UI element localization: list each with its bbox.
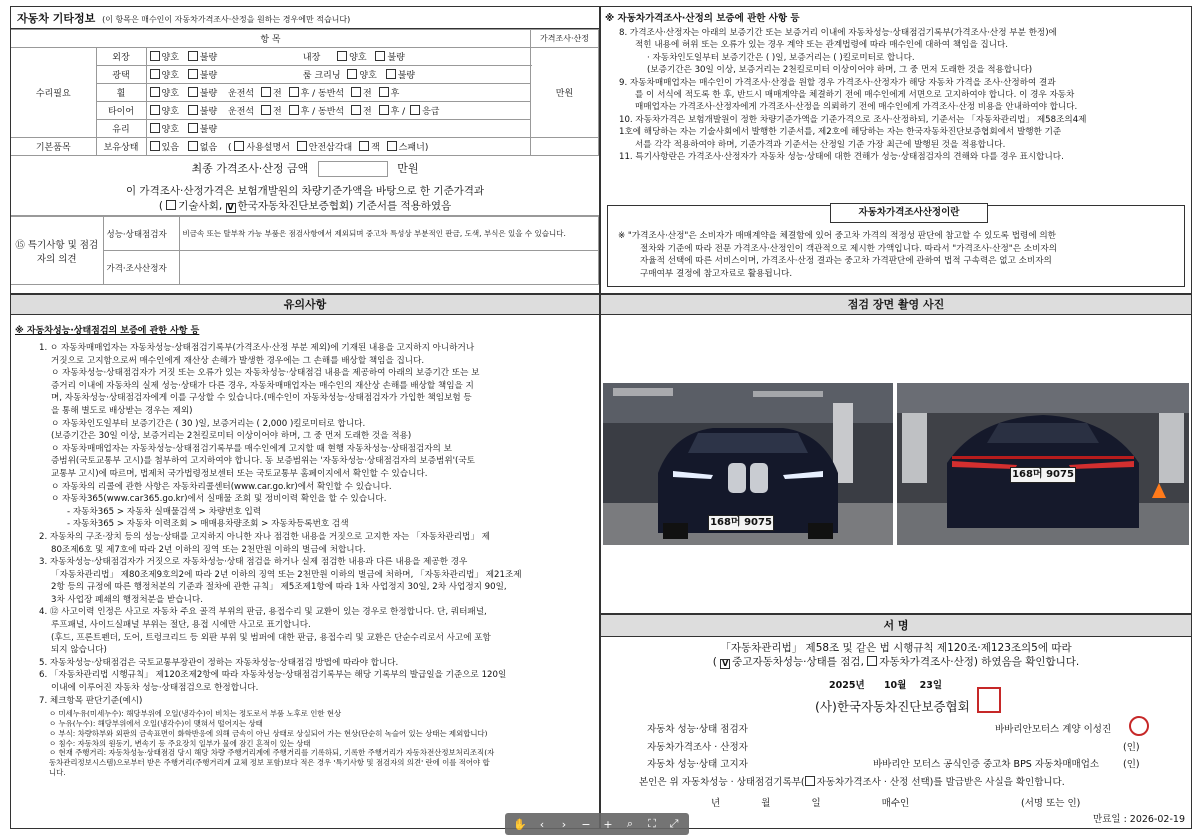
notes-item: 거짓으로 고지함으로써 매수인에게 재산상 손해가 발생한 경우에는 그 손해를 배상할 책임을 집니다.	[51, 355, 425, 366]
law-pricing-checkbox[interactable]	[867, 656, 877, 666]
zoom-icon[interactable]: ⌕	[626, 817, 634, 830]
tire-bad-checkbox[interactable]	[188, 105, 198, 115]
final-price-label: 최종 가격조사·산정 금액	[191, 162, 309, 175]
exterior-good-checkbox[interactable]	[150, 51, 160, 61]
notes-item: 80조제6호 및 제7호에 따라 2년 이하의 징역 또는 2천만원 이하의 벌금에 처합니다.	[51, 544, 366, 555]
notes-item: - 자동차365 > 자동차 이력조회 > 매매용차량조회 > 자동차등록번호 검색	[67, 519, 349, 530]
date-year-label: 년	[711, 798, 721, 809]
price-guarantee-title: ※ 자동차가격조사·산정의 보증에 관한 사항 등	[605, 13, 800, 24]
notes-item: ㅇ 자동차성능·상태점검자가 거짓 또는 오류가 있는 자동차성능·상태점검 내용을 제공하여 아래의 보증기간 또는 보	[51, 368, 480, 379]
price-guarantee-panel	[600, 6, 1192, 294]
interior-good-checkbox[interactable]	[337, 51, 347, 61]
basic-items-label: 기본품목	[11, 138, 96, 156]
notes-panel	[10, 294, 600, 829]
confirm-line: 본인은 위 자동차성능 · 상태점검기록부(	[639, 776, 805, 788]
guarantee-item: 서를 각각 적용하여야 하며, 기준가격과 기준서는 산정일 기준 가장 최근에 발행된 것을 적용합니다.	[635, 139, 1006, 150]
org-name: (사)한국자동차진단보증협회	[815, 699, 970, 714]
notes-item: 6. 「자동차관리법 시행규칙」 제120조제2항에 따라 자동차성능·상태점검기록부는 해당 기록부의 발급일을 기준으로 120일	[39, 670, 507, 681]
exterior-bad-checkbox[interactable]	[188, 51, 198, 61]
notes-item: (후드, 프론트펜더, 도어, 트렁크리드 등 외판 부위 및 범퍼에 대한 판금, 용접수리 및 교환은 단순수리로서 사고에 포함	[51, 632, 491, 643]
wheel-pass-rear-checkbox[interactable]	[379, 87, 389, 97]
buyer-sign: (서명 또는 인)	[1021, 798, 1081, 809]
notes-item: 되지 않습니다)	[51, 645, 107, 656]
notes-item: 3. 자동차성능·상태점검자가 거짓으로 자동차성능·상태 점검을 하거나 실제 점검한 내용과 다른 내용을 제공한 경우	[39, 557, 468, 568]
tire-pass-rear-checkbox[interactable]	[379, 105, 389, 115]
guarantee-item: 8. 가격조사·산정자는 아래의 보증기간 또는 보증거리 이내에 자동차성능·상태점검기록부(가격조사·산정 부분 한정)에	[619, 28, 1057, 38]
interior-label: 내장	[302, 53, 321, 63]
front-license-plate: 168머 9075	[708, 515, 774, 531]
wheel-driver-front-checkbox[interactable]	[261, 87, 271, 97]
wheel-bad-checkbox[interactable]	[188, 87, 198, 97]
guarantee-item: 1호에 해당하는 자는 기술사회에서 발행한 기준서를, 제2호에 해당하는 자는 한국자동차진단보증협회에서 발행한 기준	[619, 127, 1062, 138]
criteria-item: 니다.	[49, 768, 66, 777]
guarantee-item: 9. 자동차매매업자는 매수인이 가격조사·산정을 원할 경우 가격조사·산정자가 해당 자동차 가격을 조사·산정하여 결과	[619, 77, 1056, 88]
guarantee-item: · 자동차인도일부터 보증기간은 ( )일, 보증거리는 ( )킬로미터로 합니다.	[647, 52, 915, 63]
tire-label: 타이어	[96, 102, 146, 120]
has-checkbox[interactable]	[150, 141, 160, 151]
signature-header: 서 명	[601, 615, 1191, 637]
notes-item: 증거리 이내에 자동차의 실제 성능·상태가 다른 경우, 자동차매매업자는 매수인의 재산상 손해를 배상할 책임을 지	[51, 380, 474, 391]
guarantee-item: (보증기간은 30일 이상, 보증거리는 2천킬로미터 이상이어야 하며, 그 중 먼저 도래한 것을 적용합니다)	[647, 65, 1033, 76]
triangle-checkbox[interactable]	[297, 141, 307, 151]
notes-item: 「자동차관리법」 제80조제9호의2에 따라 2년 이하의 징역 또는 2천만원 이하의 벌금에 처하며, 「자동차관리법」 제21조제	[51, 569, 522, 580]
wheel-driver-rear-checkbox[interactable]	[289, 87, 299, 97]
row2-seal: (인)	[1123, 741, 1140, 753]
criteria-item: ㅇ 부식: 차량하부와 외판의 금속표면이 화학반응에 의해 금속이 아닌 상태로 상실되어 가는 현상(단순히 녹슬어 있는 상태는 제외합니다)	[49, 728, 488, 738]
tire-driver-rear-checkbox[interactable]	[289, 105, 299, 115]
sign-day: 23일	[919, 680, 943, 691]
criteria-item: ㅇ 침수: 자동차의 원동기, 변속기 등 주요장치 일부가 물에 잠긴 흔적이 있는 상태	[49, 738, 311, 748]
notes-item: ㅇ 자동차365(www.car365.go.kr)에서 실매물 조회 및 정비이력 확인을 할 수 있습니다.	[51, 494, 387, 505]
criteria-item: ㅇ 현재 주행거리: 자동차성능·상태점검 당시 해당 차량 주행거리계에 주행거리를 기록하되, 기록한 주행거리가 자동차전산정보처리조직(자	[49, 748, 495, 758]
none-checkbox[interactable]	[188, 141, 198, 151]
notes-item: ㅇ 자동차인도일부터 보증기간은 ( 30 )일, 보증거리는 ( 2,000 )킬로미터로 합니다.	[51, 418, 366, 429]
exterior-row: 양호 불량 내장 양호 불량	[146, 48, 531, 66]
price-box-line: 자율적 선택에 따른 서비스이며, 가격조사·산정 결과는 중고차 가격판단에 관하여 법적 구속력은 없고 소비자의	[640, 256, 1052, 267]
final-price-unit: 만원	[397, 162, 419, 175]
notes-item: (보증기간은 30일 이상, 보증거리는 2천킬로미터 이상이어야 하며, 그 중 먼저 도래한 것을 적용)	[51, 431, 412, 442]
gloss-good-checkbox[interactable]	[150, 69, 160, 79]
vehicle-other-info-panel: 자동차 기타정보 (이 항목은 매수인이 자동차가격조사·산정을 원하는 경우에만 적습니다) 항 목 가격조사·산정 수리필요 외장 양호 불량 내장 양호 불량 만원 광택 양호 불량 룸 크리닝 양호 불량 휠 양호 불량 운전석 전 후 / 동반석 전 후 타이어 양호 불량 운전석 전 후 / 동반석 전 후 / 응급 유리 양호 불량 기본품목 보유상태 있음 없음 ( 사용설명서 안전삼각대 잭 스패너) 최종 가격조사·산정 금액 만원 이 가격조사·산정가격은 보험개발원의 차량기준가액을 바탕으로 한 기준가격과 ( 기술사회, V 한국자동차진단보증협회) 기준서를 적용하였음 ⑮ 특기사항 및 점검자의 의견 성능·상태점검자 비금속 또는 탈부착 가능 부품은 점검사항에서 제외되며 중고차 특성상 부분적인 판금, 도색, 부식은 있을 수 있습니다. 가격·조사산정자	[10, 6, 600, 294]
room-clean-label: 룸 크리닝	[302, 71, 341, 81]
glass-bad-checkbox[interactable]	[188, 123, 198, 133]
fit-icon[interactable]: ⛶	[648, 817, 656, 830]
notes-subtitle: ※ 자동차성능·상태점검의 보증에 관한 사항 등	[15, 326, 200, 336]
final-price-input[interactable]	[318, 161, 388, 177]
col-price-header: 가격조사·산정	[531, 30, 599, 48]
manual-checkbox[interactable]	[234, 141, 244, 151]
sign-year: 2025년	[829, 680, 865, 691]
notes-item: 3차 사업장 폐쇄의 행정처분을 받습니다.	[51, 594, 203, 605]
wheel-label: 휠	[96, 84, 146, 102]
notes-item: 1. ㅇ 자동차매매업자는 자동차성능·상태점검기록부(가격조사·산정 부분 제외)에 기재된 내용을 고지하지 아니하거나	[39, 343, 475, 353]
price-box-title: 자동차가격조사산정이란	[830, 203, 988, 223]
notes-item: 2. 자동차의 구조·장치 등의 성능·상태를 고지하지 아니한 자나 점검한 내용을 거짓으로 고지한 자는 「자동차관리법」 제	[39, 531, 490, 542]
guarantee-item: 10. 자동차가격은 보험개발원이 정한 차량기준가액을 기준가격으로 조사·산정하되, 기준서는 「자동차관리법」 제58조의4제	[619, 114, 1087, 125]
repair-table	[11, 29, 599, 156]
price-box-line: 절차와 기준에 따라 전문 가격조사·산정인이 객관적으로 제시한 가액입니다. 따라서 "가격조사·산정"은 소비자의	[640, 243, 1057, 254]
row1-seal-stamp	[1129, 716, 1149, 736]
confirm-pricing-checkbox[interactable]	[805, 776, 815, 786]
tire-emergency-checkbox[interactable]	[410, 105, 420, 115]
gloss-bad-checkbox[interactable]	[188, 69, 198, 79]
inspector-label: 성능·상태점검자	[103, 217, 179, 251]
signature-panel: 서 명 「자동차관리법」 제58조 및 같은 법 시행규칙 제120조·제123조의5에 따라 ( V 중고자동차성능·상태를 점검, 자동차가격조사·산정) 하였음을 확인합니다. 2025년 10월 23일 (사)한국자동차진단보증협회 자동차 성능·상태 점검자 바바리안모터스 계양 이성진 자동차가격조사 · 산정자 (인) 자동차 성능·상태 고지자 바바리안 모터스 공식인증 중고차 BPS 자동차매매업소 (인) 본인은 위 자동차성능 · 상태점검기록부( 자동차가격조사 · 산정 선택)를 발급받은 사실을 확인합니다. 년 월 일 매수인 (서명 또는 인) 만료일 : 2026-02-19	[600, 614, 1192, 829]
guarantee-item: 적힌 내용에 허위 또는 오류가 있는 경우 계약 또는 관계법령에 따라 매수인에 대하여 책임을 집니다.	[635, 40, 1009, 51]
inspector-text: 비금속 또는 탈부착 가능 부품은 점검사항에서 제외되며 중고차 특성상 부분적인 판금, 도색, 부식은 있을 수 있습니다.	[179, 217, 599, 251]
basic-items-row: 있음 없음 ( 사용설명서 안전삼각대 잭 스패너)	[146, 138, 531, 156]
notes-item: ㅇ 자동차의 리콜에 관한 사항은 자동차리콜센터(www.car.go.kr)에서 확인할 수 있습니다.	[51, 481, 392, 492]
notes-item: 교통부 고시)에 따르며, 법제처 국가법령정보센터 또는 국토교통부 홈페이지에서 확인할 수 있습니다.	[51, 468, 428, 479]
photos-header: 점검 장면 촬영 사진	[601, 295, 1191, 315]
row2-label: 자동차가격조사 · 산정자	[647, 741, 748, 753]
buyer-label: 매수인	[881, 798, 910, 809]
tire-row: 양호 불량 운전석 전 후 / 동반석 전 후 / 응급	[146, 102, 531, 120]
special-notes-table	[11, 216, 599, 285]
guarantee-item: 매매업자는 가격조사·산정자에게 가격조사·산정을 의뢰하기 전에 매수인에게 가격조사·산정 비용을 안내하여야 합니다.	[635, 102, 1078, 113]
owned-label: 보유상태	[96, 138, 146, 156]
row3-seal: (인)	[1123, 759, 1140, 770]
pricer-notes	[179, 251, 599, 285]
pricer-label: 가격·조사산정자	[103, 251, 179, 285]
panel-title-note: (이 항목은 매수인이 자동차가격조사·산정을 원하는 경우에만 적습니다)	[102, 15, 351, 24]
notes-item: 증범위(국토교통부 고시)를 첨부하여 고지하여야 합니다. 동 보증범위는 '자동차성능·상태점검자의 보증범위'(국토	[51, 456, 475, 467]
room-bad-checkbox[interactable]	[386, 69, 396, 79]
notes-item: 2항 등의 규정에 따른 행정처분의 기준과 절차에 관한 규칙」 제5조제1항에 따라 1차 사업정지 30일, 2차 사업정지 90일,	[51, 582, 507, 593]
row3-label: 자동차 성능·상태 고지자	[647, 759, 748, 770]
basis-kaa-checkbox[interactable]: V	[227, 203, 234, 212]
glass-row: 양호 불량	[146, 120, 531, 138]
next-icon[interactable]: ›	[561, 817, 567, 831]
gloss-row: 양호 불량 룸 크리닝 양호 불량	[146, 66, 531, 84]
spanner-checkbox[interactable]	[387, 141, 397, 151]
notes-item: 7. 체크항목 판단기준(예시)	[39, 695, 143, 706]
gloss-label: 광택	[96, 66, 146, 84]
criteria-item: ㅇ 누유(누수): 해당부위에서 오일(냉각수)이 맺혀서 떨어지는 상태	[49, 719, 263, 729]
date-day-label: 일	[811, 798, 821, 809]
guarantee-item: 11. 특기사항란은 가격조사·산정자가 자동차 성능·상태에 대한 견해가 성능·상태점검자의 견해와 다를 경우 표시합니다.	[619, 152, 1064, 163]
room-good-checkbox[interactable]	[347, 69, 357, 79]
tire-driver-front-checkbox[interactable]	[261, 105, 271, 115]
wheel-row: 양호 불량 운전석 전 후 / 동반석 전 후	[146, 84, 531, 102]
criteria-item: ㅇ 미세누유(미세누수): 해당부위에 오일(냉각수)이 비치는 정도로서 부품 노후로 인한 현상	[49, 709, 342, 719]
glass-good-checkbox[interactable]	[150, 123, 160, 133]
price-box-line: 구매여부 결정에 참고자료로 활용됩니다.	[640, 268, 793, 279]
photos-panel	[600, 294, 1192, 614]
notes-item: 5. 자동차성능·상태점검은 국토교통부장관이 정하는 자동차성능·상태점검 방법에 따라야 합니다.	[39, 657, 399, 668]
basis-line1: 이 가격조사·산정가격은 보험개발원의 차량기준가액을 바탕으로 한 기준가격과	[125, 185, 485, 197]
org-seal-stamp	[977, 687, 1001, 713]
row1-value: 바바리안모터스 계양 이성진	[995, 724, 1112, 735]
guarantee-item: 를 이 서식에 적도록 한 후, 반드시 매매계약을 체결하기 전에 매수인에게 서면으로 고지하여야 합니다. 이 경우 자동차	[635, 90, 1075, 101]
fullscreen-icon[interactable]: ⤢	[669, 817, 679, 830]
row3-value: 바바리안 모터스 공식인증 중고차 BPS 자동차매매업소	[873, 759, 1100, 770]
wheel-pass-front-checkbox[interactable]	[351, 87, 361, 97]
plus-icon[interactable]: +	[603, 817, 613, 831]
viewer-toolbar	[505, 813, 689, 835]
tire-good-checkbox[interactable]	[150, 105, 160, 115]
notes-header: 유의사항	[11, 295, 599, 315]
basis-tech-checkbox[interactable]	[166, 200, 176, 210]
prev-icon[interactable]: ‹	[539, 817, 545, 831]
notes-item: - 자동차365 > 자동차 실매물검색 > 차량번호 입력	[67, 506, 262, 517]
exterior-label: 외장	[96, 48, 146, 66]
price-box-line: ※ "가격조사·산정"은 소비자가 매매계약을 체결함에 있어 중고차 가격의 적정성 판단에 참고할 수 있도록 법령에 의한	[618, 231, 1056, 241]
row1-label: 자동차 성능·상태 점검자	[647, 724, 748, 735]
notes-item: 루프패널, 사이드실패널 부위는 절단, 용접 시에만 사고로 표기합니다.	[51, 620, 311, 631]
law-inspection-checkbox[interactable]: V	[722, 659, 729, 668]
glass-label: 유리	[96, 120, 146, 138]
minus-icon[interactable]: −	[581, 817, 591, 831]
wheel-good-checkbox[interactable]	[150, 87, 160, 97]
notes-item: 을 통해 별도로 배상받는 경우는 제외)	[51, 405, 193, 416]
col-item-header: 항 목	[11, 30, 531, 48]
interior-bad-checkbox[interactable]	[375, 51, 385, 61]
tire-pass-front-checkbox[interactable]	[351, 105, 361, 115]
law-line: 「자동차관리법」 제58조 및 같은 법 시행규칙 제120조·제123조의5에 따라	[720, 642, 1072, 654]
criteria-item: 동차관리정보시스템)으로부터 받은 주행거리(주행거리계 교체 정보 포함)보다 적은 경우 '특기사항 및 점검자의 의견' 란에 이를 적어야 합	[49, 758, 490, 768]
jack-checkbox[interactable]	[359, 141, 369, 151]
car-rear-photo	[897, 383, 1189, 545]
panel-title: 자동차 기타정보	[17, 12, 96, 25]
notes-item: 이내에 이루어진 자동차 성능·상태점검으로 한정합니다.	[51, 683, 259, 694]
repair-needed-label: 수리필요	[11, 48, 96, 138]
date-month-label: 월	[761, 798, 771, 809]
special-notes-label: ⑮ 특기사항 및 점검자의 의견	[11, 217, 103, 285]
notes-item: 4. ⑫ 사고이력 인정은 사고로 자동차 주요 골격 부위의 판금, 용접수리 및 교환이 있는 경우로 한정합니다. 단, 쿼터패널,	[39, 607, 487, 618]
sign-month: 10월	[883, 680, 907, 691]
notes-item: ㅇ 자동차매매업자는 자동차성능·상태점검기록부를 매수인에게 고지할 때 현행 자동차성능·상태점검자의 보	[51, 443, 452, 454]
car-front-photo	[603, 383, 893, 545]
hand-icon[interactable]: ✋	[513, 817, 527, 831]
notes-item: 며, 자동차성능·상태점검자에게 이를 구상할 수 있습니다.(매수인이 자동차성능·상태점검자가 가입한 책임보험 등	[51, 393, 472, 404]
rear-license-plate: 168머 9075	[1010, 467, 1076, 483]
price-unit-cell: 만원	[531, 48, 599, 138]
expiry-date: 만료일 : 2026-02-19	[1093, 814, 1185, 825]
